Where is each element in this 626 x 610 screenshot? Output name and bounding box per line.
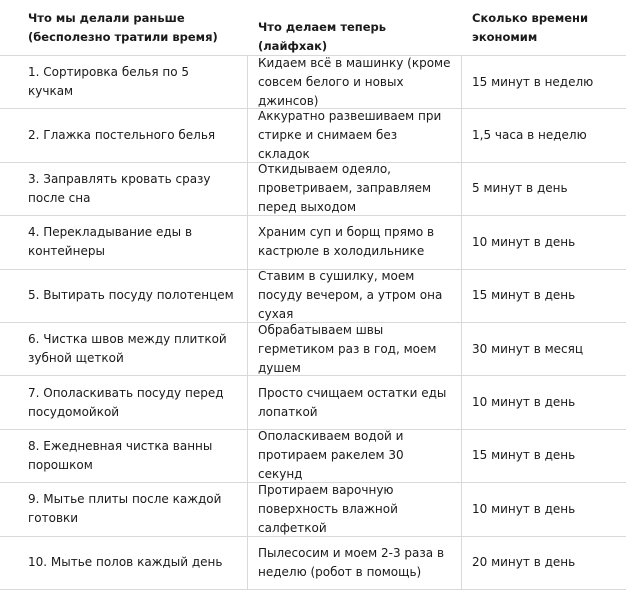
cell-saved: 10 минут в день [472,234,576,249]
header-saved: Сколько времени экономим [472,11,589,44]
table-row [0,56,626,109]
table-row [0,323,626,376]
cell-now: Кидаем всё в машинку (кроме совсем белого и новых джинсов) [248,56,462,108]
cell-before: 5. Вытирать посуду полотенцем [0,270,248,322]
table-row [0,163,626,216]
cell-saved: 15 минут в день [472,288,576,303]
table-header-row [0,0,626,56]
cell-saved: 30 минут в месяц [472,341,583,356]
table-row [0,430,626,483]
cell-now: Протираем варочную поверхность влажной салфеткой [248,483,462,535]
cell-before: 6. Чистка швов между плиткой зубной щеткой [0,323,248,375]
cell-now: Ополаскиваем водой и протираем ракелем 30 секунд [248,430,462,482]
table-row [0,483,626,536]
cell-before: 1. Сортировка белья по 5 кучкам [0,56,248,108]
table-row [0,109,626,162]
cell-now: Ставим в сушилку, моем посуду вечером, а утром она сухая [248,270,462,322]
cell-saved: 1,5 часа в неделю [472,128,587,143]
cell-now: Просто счищаем остатки еды лопаткой [248,376,462,428]
cell-saved: 15 минут в неделю [472,74,594,89]
cell-now: Пылесосим и моем 2-3 раза в неделю (робот в помощь) [248,537,462,589]
cell-before: 7. Ополаскивать посуду перед посудомойкой [0,376,248,428]
cell-saved: 5 минут в день [472,181,568,196]
cell-saved: 10 минут в день [472,501,576,516]
cell-before: 10. Мытье полов каждый день [0,537,248,589]
cell-saved: 20 минут в день [472,555,576,570]
header-before: Что мы делали раньше (бесполезно тратили время) [28,11,218,44]
table-row [0,376,626,429]
cell-saved: 15 минут в день [472,448,576,463]
cell-now: Обрабатываем швы герметиком раз в год, моем душем [248,323,462,375]
cell-before: 8. Ежедневная чистка ванны порошком [0,430,248,482]
cell-before: 4. Перекладывание еды в контейнеры [0,216,248,268]
cell-before: 2. Глажка постельного белья [0,109,248,161]
table-row [0,270,626,323]
cell-before: 3. Заправлять кровать сразу после сна [0,163,248,215]
cell-now: Храним суп и борщ прямо в кастрюле в холодильнике [248,216,462,268]
table-row [0,537,626,590]
header-now: Что делаем теперь (лайфхак) [258,20,387,53]
cell-saved: 10 минут в день [472,395,576,410]
cell-now: Откидываем одеяло, проветриваем, заправляем перед выходом [248,163,462,215]
cell-before: 9. Мытье плиты после каждой готовки [0,483,248,535]
cell-now: Аккуратно развешиваем при стирке и снимаем без складок [248,109,462,161]
table-row [0,216,626,269]
